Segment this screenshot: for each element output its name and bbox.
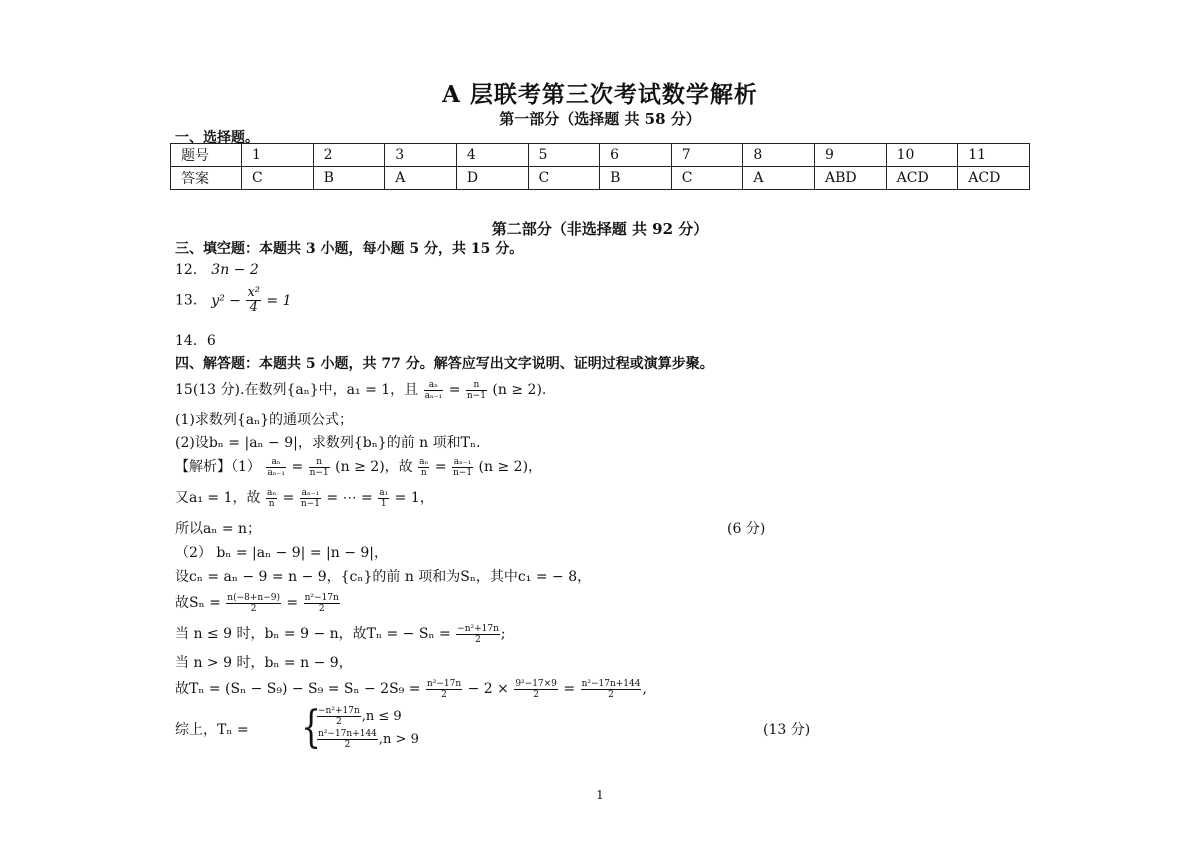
case-1: [316, 706, 402, 727]
part1-heading: 第一部分（选择题 共 58 分）: [499, 110, 701, 128]
fraction: $\frac{\text{9²−17×9}}{2}$: [515, 678, 557, 700]
table-cell: B: [600, 167, 672, 190]
q13-line: [175, 286, 292, 315]
solution-line-9: 故Tₙ = (Sₙ − S₉) − S₉ = Sₙ − 2S₉ = $\frac{\text{n²−17n}}{2}$ − 2 × $\frac{\text{9²−17×9}}{2}$ = $\frac{\text{n²−17n+144}}{2}$ ,: [175, 678, 647, 700]
q15-part1: (1)求数列{aₙ}的通项公式；: [175, 412, 354, 428]
table-header-answer: 答案: [171, 167, 242, 190]
section-fill: 三、填空题：本题共 3 小题，每小题 5 分，共 15 分。: [175, 241, 524, 257]
table-cell: 3: [385, 144, 457, 167]
text: ;: [500, 626, 506, 642]
table-cell: C: [528, 167, 600, 190]
q14-line: 14．6: [175, 333, 216, 349]
table-cell: D: [456, 167, 528, 190]
solution-label: 【解析】（1）: [175, 459, 261, 475]
q12-line: [175, 259, 259, 279]
fraction: $\frac{\text{aₙ}}{\text{aₙ₋₁}}$: [267, 456, 285, 478]
fraction: $\frac{\text{aₙ}}{n}$: [419, 456, 429, 478]
fraction: $\frac{\text{n²−17n}}{2}$: [304, 592, 339, 614]
part2-heading: 第二部分（非选择题 共 92 分）: [491, 220, 709, 238]
q15-prefix: 15(13 分).在数列{aₙ}中，a₁ = 1，且: [175, 382, 419, 398]
fraction: $\frac{n}{n-1}$: [309, 456, 329, 478]
solution-line-2: 又a₁ = 1，故 $\frac{\text{aₙ}}{n}$ = $\frac{\text{aₙ₋₁}}{n-1}$ = ⋯ = $\frac{\text{a₁}}{1}$ = 1，: [175, 487, 434, 509]
table-cell: A: [385, 167, 457, 190]
table-cell: 8: [743, 144, 815, 167]
table-header-question: 题号: [171, 144, 242, 167]
fraction: $\frac{\text{aₙ₋₁}}{n-1}$: [453, 456, 473, 478]
fraction: $\frac{n(-8+n-9)}{2}$: [227, 592, 280, 614]
fraction: $\frac{\text{aₙ₋₁}}{n-1}$: [300, 487, 320, 509]
fraction: $\frac{n}{n-1}$: [466, 379, 486, 401]
fraction: $\frac{\text{n²−17n+144}}{2}$: [581, 678, 641, 700]
text: − 2 ×: [467, 681, 509, 697]
solution-line-8: 当 n > 9 时，bₙ = n − 9，: [175, 655, 353, 671]
solution-line-6: 故Sₙ = $\frac{n(-8+n-9)}{2}$ = $\frac{\text{n²−17n}}{2}$: [175, 592, 339, 614]
q13-number: 13．: [175, 292, 207, 309]
table-cell: 9: [815, 144, 887, 167]
fraction: $\frac{\text{n²−17n+144}}{2}$: [318, 729, 377, 750]
case-condition: ,n ≤ 9: [361, 709, 402, 724]
solution-line-7: [175, 623, 506, 645]
text: = 1，: [394, 490, 434, 506]
fraction: $\frac{\text{−n²+17n}}{2}$: [318, 706, 360, 727]
q15-condition: (n ≥ 2).: [492, 382, 547, 398]
answer-table: [170, 143, 1030, 190]
solution-line-10: 综上，Tₙ =: [175, 722, 249, 738]
table-cell: ACD: [958, 167, 1030, 190]
table-cell: 5: [528, 144, 600, 167]
score-13: (13 分): [763, 722, 811, 738]
case-condition: ,n > 9: [378, 732, 419, 747]
section-choice: 一、选择题。: [175, 130, 259, 146]
q15-statement: 15(13 分).在数列{aₙ}中，a₁ = 1，且 $\frac{\text{aₙ}}{\text{aₙ₋₁}}$ = $\frac{n}{n-1}$ (n ≥ 2).: [175, 379, 547, 401]
page-number: 1: [596, 788, 604, 802]
table-cell: ABD: [815, 167, 887, 190]
table-cell: 2: [313, 144, 385, 167]
table-row-answers: [171, 167, 1030, 190]
case-2: [316, 729, 419, 750]
text: (n ≥ 2)，: [478, 459, 543, 475]
q12-number: 12．: [175, 262, 207, 278]
table-cell: C: [671, 167, 743, 190]
left-brace-symbol: {: [301, 702, 321, 753]
table-cell: 7: [671, 144, 743, 167]
table-row-questions: [171, 144, 1030, 167]
table-cell: A: [743, 167, 815, 190]
text: (n ≥ 2)，故: [335, 459, 413, 475]
fraction: $\frac{\text{aₙ}}{\text{aₙ₋₁}}$: [424, 379, 443, 401]
text: 故Tₙ = (Sₙ − S₉) − S₉ = Sₙ − 2S₉ =: [175, 681, 421, 697]
table-cell: 4: [456, 144, 528, 167]
text: 又a₁ = 1，故: [175, 490, 261, 506]
fraction: $\frac{\text{a₁}}{1}$: [379, 487, 389, 509]
q13-fraction: $\frac{\text{x²}}{4}$: [247, 285, 260, 315]
q12-answer: 3n − 2: [211, 262, 259, 278]
solution-line-5: 设cₙ = aₙ − 9 = n − 9，{cₙ}的前 n 项和为Sₙ，其中c₁ = − 8，: [175, 569, 592, 585]
q13-answer: y² − $\frac{\text{x²}}{4}$ = 1: [211, 285, 292, 315]
table-cell: 6: [600, 144, 672, 167]
fraction: $\frac{\text{n²−17n}}{2}$: [426, 678, 462, 700]
solution-line-4: （2） bₙ = |aₙ − 9| = |n − 9|，: [175, 545, 389, 561]
table-cell: C: [242, 167, 314, 190]
table-cell: 10: [886, 144, 958, 167]
score-6: (6 分): [727, 521, 766, 537]
table-cell: ACD: [886, 167, 958, 190]
table-cell: 11: [958, 144, 1030, 167]
fraction: $\frac{\text{−n²+17n}}{2}$: [457, 623, 499, 645]
section-solve: 四、解答题：本题共 5 小题，共 77 分。解答应写出文字说明、证明过程或演算步聚。: [175, 356, 714, 372]
text: 当 n ≤ 9 时，bₙ = 9 − n，故Tₙ = − Sₙ =: [175, 626, 451, 642]
fraction: $\frac{\text{aₙ}}{n}$: [266, 487, 277, 509]
text: ,: [642, 681, 647, 697]
q15-part2: (2)设bₙ = |aₙ − 9|，求数列{bₙ}的前 n 项和Tₙ.: [175, 435, 481, 451]
table-cell: B: [313, 167, 385, 190]
solution-line-1: 【解析】（1） $\frac{\text{aₙ}}{\text{aₙ₋₁}}$ = $\frac{n}{n-1}$ (n ≥ 2)，故 $\frac{\text{aₙ}}{n}$ = $\frac{\text{aₙ₋₁}}{n-1}$ (n ≥ 2)，: [175, 456, 543, 478]
page-title: A 层联考第三次考试数学解析: [442, 81, 758, 108]
text: 故Sₙ =: [175, 595, 221, 611]
text: = ⋯ =: [326, 490, 373, 506]
table-cell: 1: [242, 144, 314, 167]
solution-line-3: 所以aₙ = n；: [175, 521, 262, 537]
